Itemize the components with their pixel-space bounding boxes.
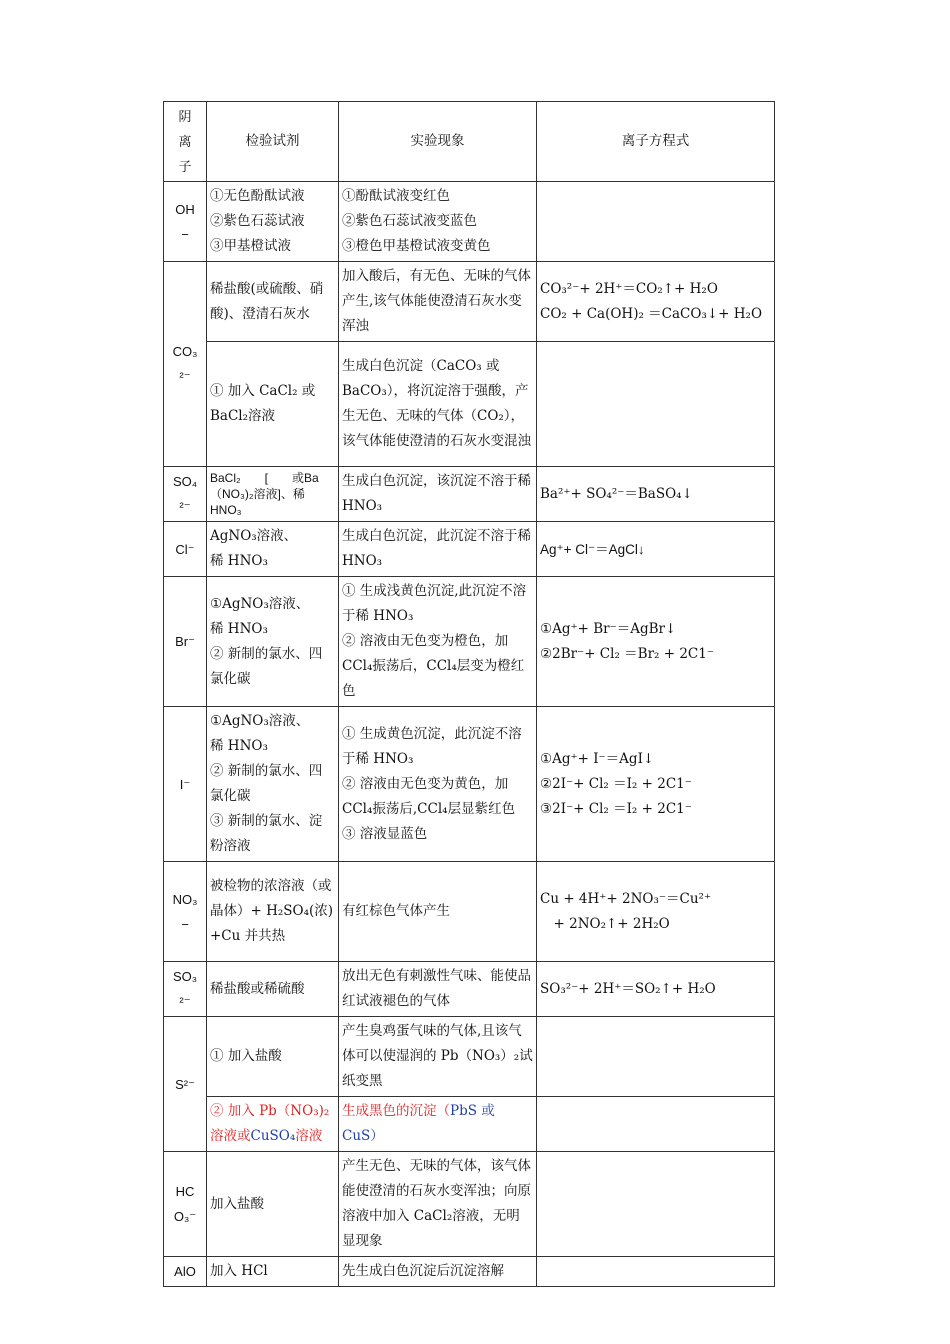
ion-oh: OH − xyxy=(164,182,207,262)
equation-oh xyxy=(537,182,775,262)
equation-no3: Cu + 4H⁺+ 2NO₃⁻＝Cu²⁺ + 2NO₂↑+ 2H₂O xyxy=(537,862,775,962)
row-alo xyxy=(164,1257,775,1287)
phenomenon-hco3: 产生无色、无味的气体，该气体能使澄清的石灰水变浑浊；向原溶液中加入 CaCl₂溶液，无明显现象 xyxy=(339,1152,537,1257)
ion-hco3: HC O₃⁻ xyxy=(164,1152,207,1257)
row-co3-b xyxy=(164,342,775,467)
equation-s2-a xyxy=(537,1017,775,1097)
row-i xyxy=(164,707,775,862)
ion-test-table xyxy=(163,101,775,1287)
reagent-s2-b-red-2: 溶液 xyxy=(295,1128,323,1144)
reagent-s2-b-blue: CuSO₄ xyxy=(250,1128,296,1144)
row-so3 xyxy=(164,962,775,1017)
row-hco3 xyxy=(164,1152,775,1257)
ion-br: Br⁻ xyxy=(164,577,207,707)
ion-i: I⁻ xyxy=(164,707,207,862)
reagent-s2-b-red-1: ② 加入 Pb（NO₃)₂溶液或 xyxy=(210,1103,330,1144)
header-equation: 离子方程式 xyxy=(537,102,775,182)
reagent-cl: AgNO₃溶液、 稀 HNO₃ xyxy=(207,522,339,577)
row-s2-a xyxy=(164,1017,775,1097)
header-row xyxy=(164,102,775,182)
phenomenon-s2-a: 产生臭鸡蛋气味的气体,且该气体可以使湿润的 Pb（NO₃）₂试纸变黑 xyxy=(339,1017,537,1097)
row-br xyxy=(164,577,775,707)
ion-so4: SO₄ ²⁻ xyxy=(164,467,207,522)
equation-so3: SO₃²⁻+ 2H⁺＝SO₂↑+ H₂O xyxy=(537,962,775,1017)
reagent-hco3: 加入盐酸 xyxy=(207,1152,339,1257)
equation-co3-a: CO₃²⁻+ 2H⁺＝CO₂↑+ H₂O CO₂ + Ca(OH)₂ ＝CaCO₃↓+ H₂O xyxy=(537,262,775,342)
phenomenon-oh: ①酚酞试液变红色 ②紫色石蕊试液变蓝色 ③橙色甲基橙试液变黄色 xyxy=(339,182,537,262)
reagent-no3: 被检物的浓溶液（或晶体）+ H₂SO₄(浓) +Cu 并共热 xyxy=(207,862,339,962)
equation-hco3 xyxy=(537,1152,775,1257)
phenomenon-co3-b: 生成白色沉淀（CaCO₃ 或 BaCO₃），将沉淀溶于强酸，产生无色、无味的气体（CO₂），该气体能使澄清的石灰水变混浊 xyxy=(339,342,537,467)
phenomenon-i: ① 生成黄色沉淀，此沉淀不溶于稀 HNO₃ ② 溶液由无色变为黄色，加 CCl₄振荡后,CCl₄层显紫红色 ③ 溶液显蓝色 xyxy=(339,707,537,862)
row-so4 xyxy=(164,467,775,522)
ion-co3: CO₃ ²⁻ xyxy=(164,262,207,467)
row-s2-b xyxy=(164,1097,775,1152)
ion-alo: AlO xyxy=(164,1257,207,1287)
phenomenon-s2-b-blue: PbS 或 CuS） xyxy=(342,1103,495,1144)
equation-co3-b xyxy=(537,342,775,467)
header-ion: 阴 离 子 xyxy=(164,102,207,182)
equation-cl: Ag⁺+ Cl⁻＝AgCl↓ xyxy=(537,522,775,577)
reagent-i: ①AgNO₃溶液、 稀 HNO₃ ② 新制的氯水、四氯化碳 ③ 新制的氯水、淀粉溶液 xyxy=(207,707,339,862)
phenomenon-so4: 生成白色沉淀，该沉淀不溶于稀 HNO₃ xyxy=(339,467,537,522)
row-co3-a xyxy=(164,262,775,342)
reagent-co3-b: ① 加入 CaCl₂ 或 BaCl₂溶液 xyxy=(207,342,339,467)
phenomenon-no3: 有红棕色气体产生 xyxy=(339,862,537,962)
phenomenon-so3: 放出无色有刺激性气味、能使品红试液褪色的气体 xyxy=(339,962,537,1017)
reagent-s2-a: ① 加入盐酸 xyxy=(207,1017,339,1097)
reagent-alo: 加入 HCl xyxy=(207,1257,339,1287)
ion-s2: S²⁻ xyxy=(164,1017,207,1152)
phenomenon-s2-b-red: 生成黑色的沉淀（ xyxy=(342,1103,450,1119)
ion-cl: Cl⁻ xyxy=(164,522,207,577)
header-phenomenon: 实验现象 xyxy=(339,102,537,182)
phenomenon-br: ① 生成浅黄色沉淀,此沉淀不溶于稀 HNO₃ ② 溶液由无色变为橙色，加 CCl₄振荡后，CCl₄层变为橙红色 xyxy=(339,577,537,707)
phenomenon-co3-a: 加入酸后，有无色、无味的气体产生,该气体能使澄清石灰水变浑浊 xyxy=(339,262,537,342)
row-no3 xyxy=(164,862,775,962)
equation-br: ①Ag⁺+ Br⁻＝AgBr↓ ②2Br⁻+ Cl₂ ＝Br₂ + 2C1⁻ xyxy=(537,577,775,707)
ion-so3: SO₃ ²⁻ xyxy=(164,962,207,1017)
reagent-br: ①AgNO₃溶液、 稀 HNO₃ ② 新制的氯水、四氯化碳 xyxy=(207,577,339,707)
equation-i: ①Ag⁺+ I⁻＝AgI↓ ②2I⁻+ Cl₂ ＝I₂ + 2C1⁻ ③2I⁻+ Cl₂ ＝I₂ + 2C1⁻ xyxy=(537,707,775,862)
phenomenon-alo: 先生成白色沉淀后沉淀溶解 xyxy=(339,1257,537,1287)
reagent-so4: BaCl₂ [ 或Ba（NO₃)₂溶液]、稀HNO₃ xyxy=(207,467,339,522)
phenomenon-s2-b xyxy=(339,1097,537,1152)
ion-no3: NO₃ − xyxy=(164,862,207,962)
reagent-s2-b xyxy=(207,1097,339,1152)
reagent-oh: ①无色酚酞试液 ②紫色石蕊试液 ③甲基橙试液 xyxy=(207,182,339,262)
equation-s2-b xyxy=(537,1097,775,1152)
phenomenon-cl: 生成白色沉淀，此沉淀不溶于稀 HNO₃ xyxy=(339,522,537,577)
row-cl xyxy=(164,522,775,577)
equation-so4: Ba²⁺+ SO₄²⁻＝BaSO₄↓ xyxy=(537,467,775,522)
row-oh xyxy=(164,182,775,262)
equation-alo xyxy=(537,1257,775,1287)
reagent-co3-a: 稀盐酸(或硫酸、硝酸)、澄清石灰水 xyxy=(207,262,339,342)
header-reagent: 检验试剂 xyxy=(207,102,339,182)
reagent-so3: 稀盐酸或稀硫酸 xyxy=(207,962,339,1017)
